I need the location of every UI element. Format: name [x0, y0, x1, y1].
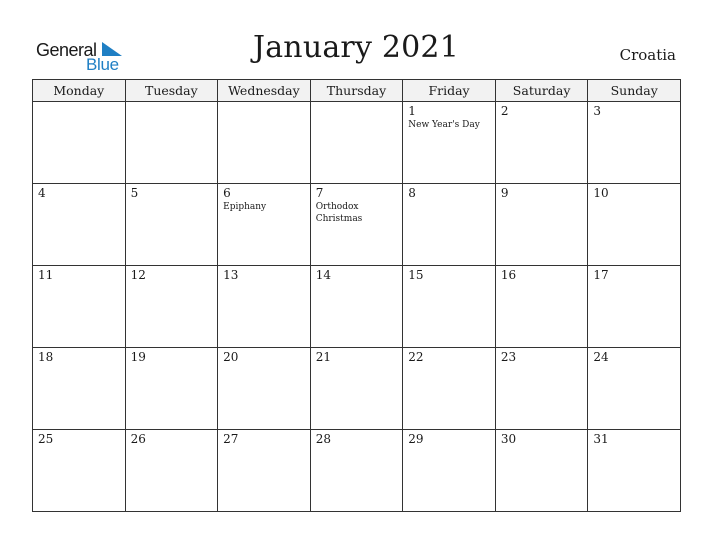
day-number: 25 [38, 432, 54, 446]
day-cell [588, 184, 681, 266]
day-cell [125, 184, 218, 266]
week-row [33, 348, 681, 430]
day-cell [125, 102, 218, 184]
day-cell [310, 348, 403, 430]
day-number: 1 [408, 104, 416, 118]
day-cell [33, 184, 126, 266]
weekday-header: Saturday [495, 80, 588, 102]
day-number: 13 [223, 268, 239, 282]
day-cell [125, 266, 218, 348]
day-cell [403, 184, 496, 266]
weekday-header: Tuesday [125, 80, 218, 102]
weekday-header-row [33, 80, 681, 102]
calendar-title: January 2021 [252, 30, 459, 65]
day-cell [310, 430, 403, 512]
day-cell [218, 102, 311, 184]
logo-general-text: General [36, 40, 97, 60]
day-number: 22 [408, 350, 424, 364]
day-number: 24 [593, 350, 609, 364]
day-number: 28 [315, 432, 331, 446]
holiday-label: Epiphany [223, 202, 267, 212]
weekday-header: Friday [403, 80, 496, 102]
day-cell [588, 348, 681, 430]
day-number: 31 [593, 432, 609, 446]
logo-blue-text: Blue [86, 55, 119, 74]
day-number: 23 [500, 350, 517, 364]
day-number: 3 [593, 104, 602, 118]
weekday-header: Monday [33, 80, 126, 102]
week-row [33, 184, 681, 266]
day-number: 10 [593, 186, 609, 200]
day-cell [310, 102, 403, 184]
day-number: 9 [500, 186, 509, 200]
day-number: 17 [593, 268, 609, 282]
day-cell [218, 430, 311, 512]
day-number: 15 [408, 268, 424, 282]
day-cell [33, 266, 126, 348]
day-cell [495, 266, 588, 348]
day-cell [588, 266, 681, 348]
day-cell [310, 184, 403, 266]
day-cell [403, 430, 496, 512]
day-number: 29 [408, 432, 424, 446]
weekday-header: Thursday [310, 80, 403, 102]
day-number: 12 [130, 268, 146, 282]
day-cell [218, 348, 311, 430]
day-cell [403, 266, 496, 348]
holiday-label: Orthodox Christmas [315, 202, 363, 224]
day-cell [33, 430, 126, 512]
day-number: 16 [500, 268, 517, 282]
calendar-grid [32, 79, 681, 512]
day-cell [310, 266, 403, 348]
day-cell [495, 184, 588, 266]
week-row [33, 102, 681, 184]
day-number: 8 [408, 186, 416, 200]
day-number: 4 [38, 186, 46, 200]
country-label: Croatia [619, 46, 676, 64]
day-number: 11 [38, 268, 54, 282]
day-cell [125, 430, 218, 512]
day-cell [33, 102, 126, 184]
day-number: 20 [223, 350, 239, 364]
day-cell [495, 102, 588, 184]
holiday-label: New Year's Day [408, 120, 480, 130]
day-number: 5 [130, 186, 139, 200]
day-number: 6 [223, 186, 231, 200]
day-number: 14 [315, 268, 331, 282]
day-cell [403, 102, 496, 184]
day-number: 7 [315, 186, 324, 200]
day-cell [218, 184, 311, 266]
day-number: 18 [38, 350, 54, 364]
day-cell [495, 348, 588, 430]
day-number: 21 [315, 350, 331, 364]
day-cell [495, 430, 588, 512]
day-cell [218, 266, 311, 348]
weekday-header: Sunday [588, 80, 681, 102]
day-number: 2 [500, 104, 509, 118]
day-number: 30 [500, 432, 517, 446]
week-row [33, 430, 681, 512]
day-cell [588, 102, 681, 184]
day-number: 19 [130, 350, 146, 364]
week-row [33, 266, 681, 348]
day-number: 27 [223, 432, 239, 446]
day-number: 26 [130, 432, 146, 446]
day-cell [125, 348, 218, 430]
day-cell [588, 430, 681, 512]
weekday-header: Wednesday [218, 80, 311, 102]
day-cell [403, 348, 496, 430]
day-cell [33, 348, 126, 430]
